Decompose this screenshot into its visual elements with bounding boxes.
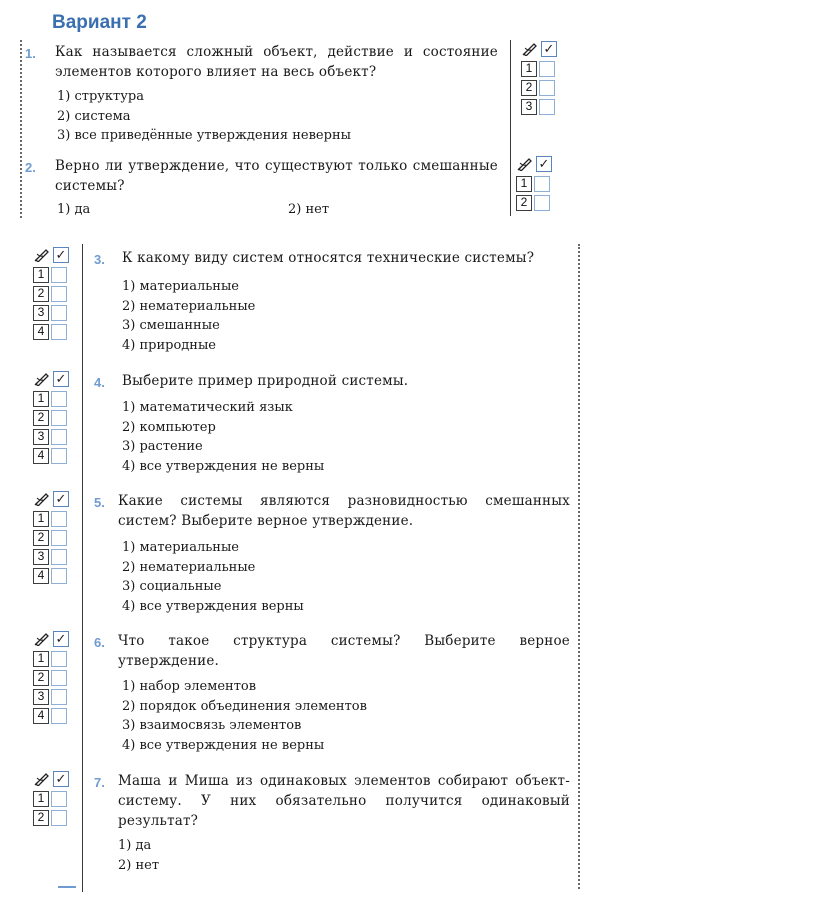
answer-number: 1 — [33, 791, 49, 807]
question-number: 5. — [94, 495, 105, 510]
answer-checkbox[interactable] — [534, 195, 550, 211]
answer-number: 4 — [33, 324, 49, 340]
answer-checkbox[interactable] — [51, 791, 67, 807]
answer-checkbox[interactable] — [51, 429, 67, 445]
answer-number: 1 — [521, 61, 537, 77]
answer-checkbox[interactable] — [51, 689, 67, 705]
margin-dotted-line — [578, 244, 580, 889]
answer-checkbox[interactable] — [51, 568, 67, 584]
question-number: 3. — [94, 252, 105, 267]
answer-box — [33, 490, 69, 584]
answer-checkbox[interactable] — [51, 708, 67, 724]
answer-number: 4 — [33, 708, 49, 724]
option[interactable]: 3) социальные — [122, 579, 222, 594]
answer-number: 3 — [33, 549, 49, 565]
checkmark-icon: ✓ — [53, 631, 69, 647]
question-number: 2. — [25, 160, 36, 175]
option[interactable]: 4) все утверждения не верны — [122, 737, 325, 753]
option[interactable]: 1) материальные — [122, 540, 239, 555]
option[interactable]: 4) все утверждения верны — [122, 598, 304, 614]
question-text: Какие системы являются разновидностью смешанных систем? Выберите верное утверждение. — [118, 493, 570, 529]
question-number: 7. — [94, 775, 105, 790]
option[interactable]: 1) да — [57, 202, 91, 217]
question-text: Маша и Миша из одинаковых элементов собирают объект-систему. У них обязательно получится одинаковый результат? — [118, 773, 570, 829]
option[interactable]: 2) порядок объединения элементов — [122, 698, 367, 714]
answer-number: 4 — [33, 568, 49, 584]
option[interactable]: 3) все приведённые утверждения неверны — [57, 128, 351, 143]
answer-number: 2 — [33, 410, 49, 426]
answer-checkbox[interactable] — [539, 61, 555, 77]
options-list — [57, 87, 351, 146]
options-list — [122, 677, 367, 755]
answer-number: 2 — [33, 810, 49, 826]
answer-checkbox[interactable] — [51, 305, 67, 321]
options-list — [122, 538, 304, 616]
checkmark-icon: ✓ — [53, 247, 69, 263]
answer-number: 1 — [33, 511, 49, 527]
page-title: Вариант 2 — [52, 12, 147, 33]
answer-box — [33, 370, 69, 464]
answer-box — [33, 630, 69, 724]
pencil-icon — [33, 370, 51, 388]
answer-number: 3 — [33, 689, 49, 705]
question-text: Выберите пример природной системы. — [122, 373, 409, 389]
answer-number: 2 — [33, 530, 49, 546]
answer-checkbox[interactable] — [51, 651, 67, 667]
answer-number: 4 — [33, 448, 49, 464]
answer-checkbox[interactable] — [51, 530, 67, 546]
question-text: К какому виду систем относятся технические системы? — [122, 250, 535, 266]
answer-box — [521, 40, 557, 115]
options-list — [118, 836, 159, 875]
pencil-icon — [33, 246, 51, 264]
option[interactable]: 3) взаимосвязь элементов — [122, 718, 302, 733]
option[interactable]: 3) смешанные — [122, 318, 220, 333]
footer-dash — [58, 886, 76, 888]
question-number: 4. — [94, 375, 105, 390]
answer-number: 3 — [521, 99, 537, 115]
answer-checkbox[interactable] — [51, 549, 67, 565]
answer-checkbox[interactable] — [51, 267, 67, 283]
answer-column-divider — [510, 40, 511, 216]
checkmark-icon: ✓ — [53, 771, 69, 787]
answer-number: 3 — [33, 429, 49, 445]
pencil-icon — [33, 630, 51, 648]
question-text: Верно ли утверждение, что существуют только смешанные системы? — [55, 158, 498, 194]
question-number: 1. — [25, 46, 36, 61]
answer-number: 1 — [33, 651, 49, 667]
option[interactable]: 2) нет — [288, 202, 330, 217]
option[interactable]: 1) да — [118, 838, 152, 853]
answer-number: 1 — [516, 176, 532, 192]
answer-number: 3 — [33, 305, 49, 321]
option[interactable]: 4) природные — [122, 337, 216, 353]
option[interactable]: 1) материальные — [122, 279, 239, 294]
answer-number: 2 — [33, 670, 49, 686]
option[interactable]: 4) все утверждения не верны — [122, 458, 325, 474]
answer-checkbox[interactable] — [51, 511, 67, 527]
question-text: Что такое структура системы? Выберите верное утверждение. — [118, 633, 570, 669]
answer-checkbox[interactable] — [539, 80, 555, 96]
option[interactable]: 2) система — [57, 108, 131, 124]
option[interactable]: 1) структура — [57, 89, 144, 104]
option[interactable]: 1) набор элементов — [122, 679, 257, 694]
answer-box — [33, 770, 69, 826]
answer-checkbox[interactable] — [51, 286, 67, 302]
answer-number: 1 — [33, 267, 49, 283]
pencil-icon — [33, 770, 51, 788]
answer-number: 2 — [516, 195, 532, 211]
answer-column-divider — [82, 244, 83, 892]
answer-checkbox[interactable] — [51, 448, 67, 464]
margin-dotted-line — [20, 40, 22, 218]
answer-checkbox[interactable] — [51, 391, 67, 407]
checkmark-icon: ✓ — [53, 491, 69, 507]
pencil-icon — [33, 490, 51, 508]
answer-checkbox[interactable] — [51, 670, 67, 686]
question-number: 6. — [94, 635, 105, 650]
option[interactable]: 2) компьютер — [122, 419, 216, 435]
option[interactable]: 2) нематериальные — [122, 559, 256, 575]
checkmark-icon: ✓ — [53, 371, 69, 387]
answer-box — [516, 155, 552, 211]
option[interactable]: 2) нет — [118, 857, 160, 873]
question-text: Как называется сложный объект, действие и состояние элементов которого влияет на весь объект? — [55, 44, 498, 80]
answer-box — [33, 246, 69, 340]
answer-number: 2 — [33, 286, 49, 302]
answer-checkbox[interactable] — [51, 324, 67, 340]
answer-checkbox[interactable] — [51, 810, 67, 826]
option[interactable]: 2) нематериальные — [122, 298, 256, 314]
answer-checkbox[interactable] — [539, 99, 555, 115]
options-list — [122, 398, 324, 476]
answer-checkbox[interactable] — [51, 410, 67, 426]
options-list — [122, 277, 255, 355]
pencil-icon — [516, 155, 534, 173]
option[interactable]: 1) математический язык — [122, 400, 293, 415]
answer-number: 1 — [33, 391, 49, 407]
pencil-icon — [521, 40, 539, 58]
answer-number: 2 — [521, 80, 537, 96]
option[interactable]: 3) растение — [122, 439, 203, 454]
checkmark-icon: ✓ — [541, 41, 557, 57]
checkmark-icon: ✓ — [536, 156, 552, 172]
answer-checkbox[interactable] — [534, 176, 550, 192]
